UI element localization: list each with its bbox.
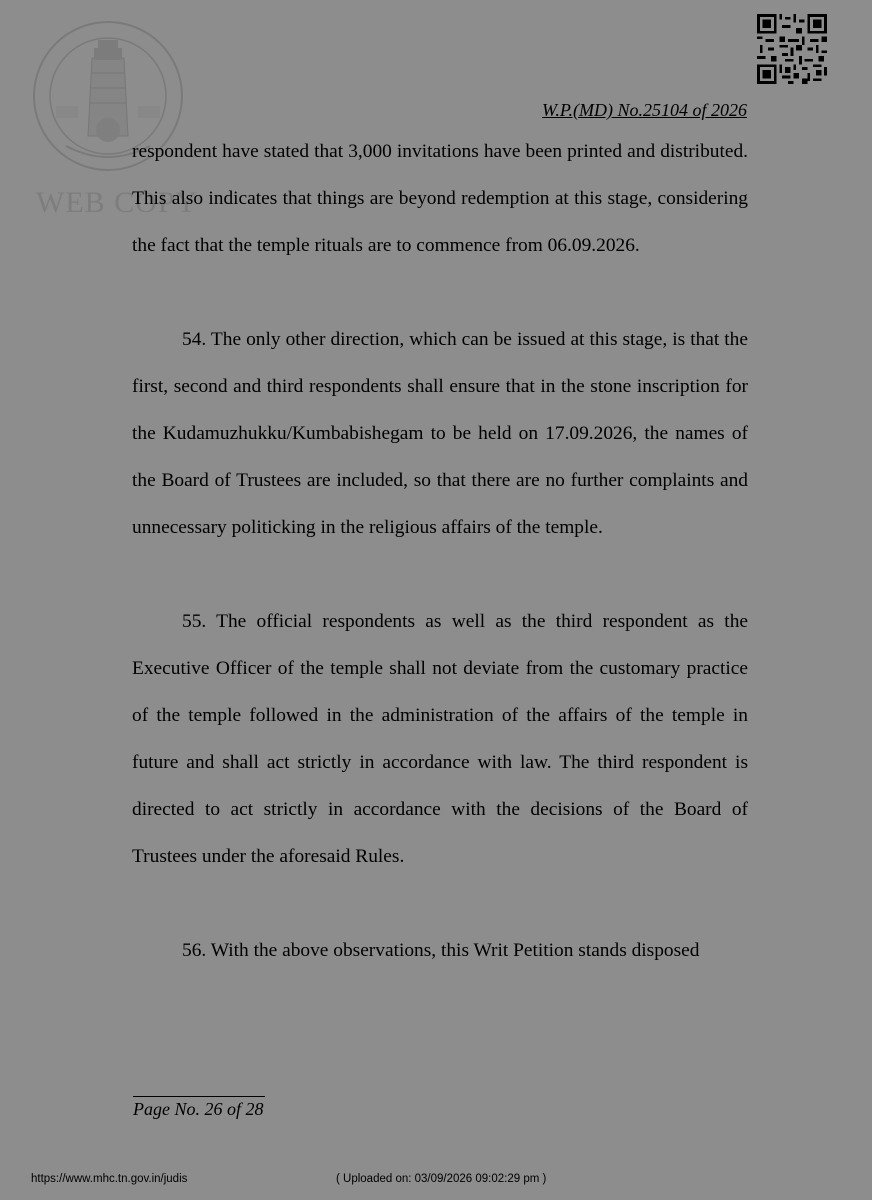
paragraph-54: 54. The only other direction, which can be issued at this stage, is that the first, second and third respondents shall ensure that in the stone inscription for the Kudamuzhukku/Kumbabishegam to be held on 17.09.2026, the names of the Board of Trustees are included, so that there are no further complaints and unnecessary politicking in the religious affairs of the temple. [132, 329, 748, 538]
judgment-body [132, 128, 748, 974]
upload-timestamp: ( Uploaded on: 03/09/2026 09:02:29 pm ) [336, 1173, 547, 1185]
paragraph-56: 56. With the above observations, this Writ Petition stands disposed [182, 940, 700, 961]
web-copy-watermark: WEB COPY [36, 186, 199, 219]
footer-rule [133, 1096, 265, 1097]
paragraph-continuation: respondent have stated that 3,000 invitations have been printed and distributed. This also indicates that things are beyond redemption at this stage, considering the fact that the temple rituals are to commence from 06.09.2026. [132, 141, 748, 256]
source-url[interactable]: https://www.mhc.tn.gov.in/judis [31, 1173, 188, 1185]
case-number: W.P.(MD) No.25104 of 2026 [541, 100, 747, 120]
paragraph-55: 55. The official respondents as well as the third respondent as the Executive Officer of the temple shall not deviate from the customary practice of the temple followed in the administration of the affairs of the temple in future and shall act strictly in accordance with law. The third respondent is directed to act strictly in accordance with the decisions of the Board of Trustees under the aforesaid Rules. [132, 611, 748, 867]
qr-code [757, 14, 827, 84]
page-number: Page No. 26 of 28 [133, 1099, 264, 1119]
